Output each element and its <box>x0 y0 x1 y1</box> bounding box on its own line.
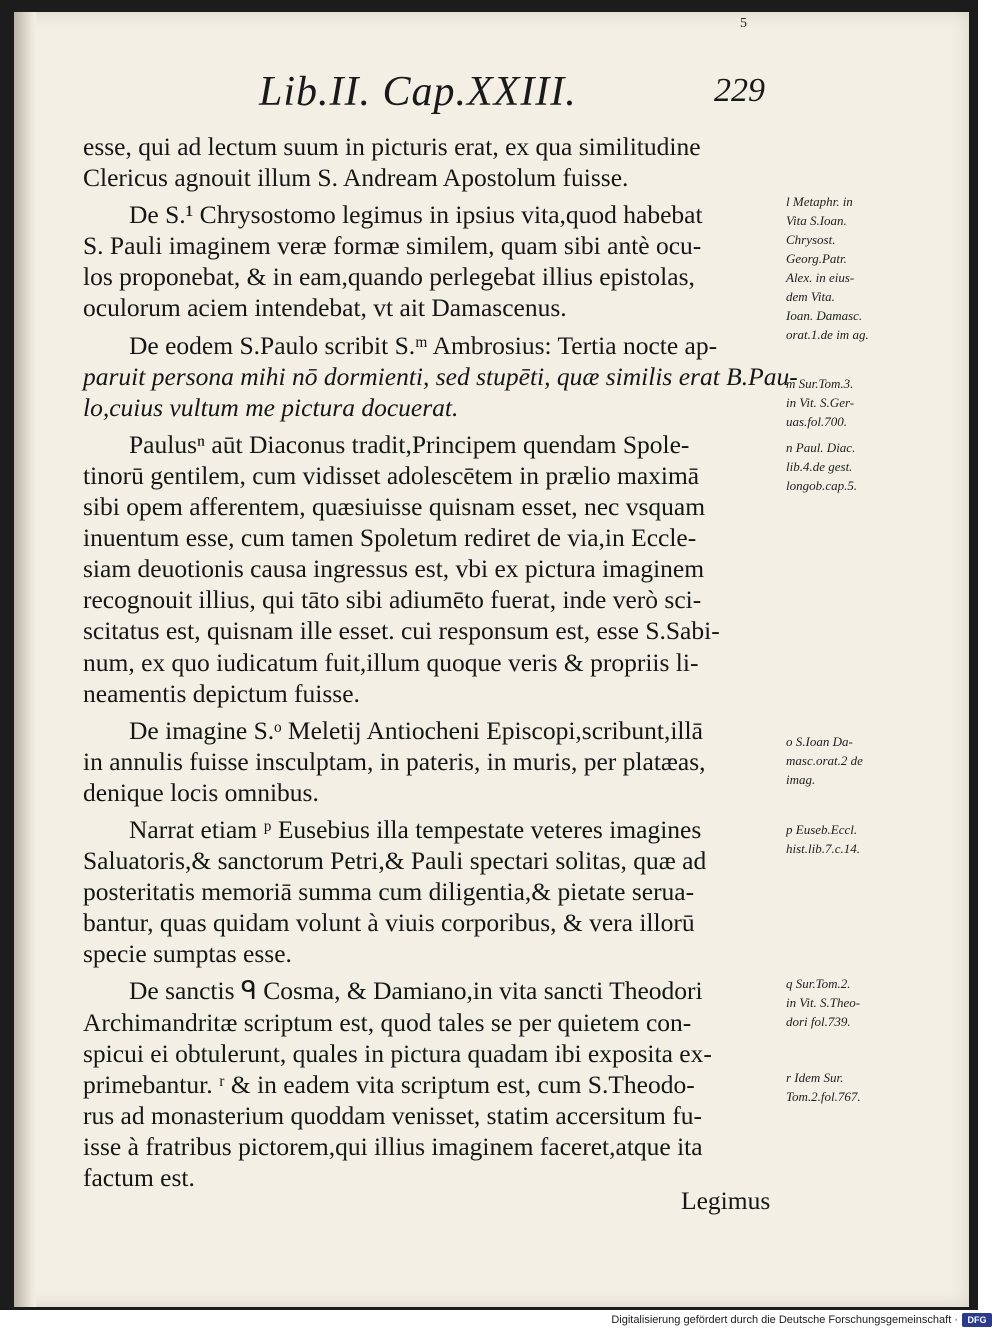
margin-note-line: q Sur.Tom.2. <box>786 976 851 991</box>
text-line: Archimandritæ scriptum est, quod tales se per quietem con- <box>83 1007 692 1037</box>
text-line: De eodem S.Paulo scribit S.ᵐ Ambrosius: Tertia nocte ap- <box>129 330 718 360</box>
text-line: specie sumptas esse. <box>83 939 292 969</box>
text-line: paruit persona mihi nō dormienti, sed stupēti, quæ similis erat B.Pau- <box>83 361 798 391</box>
margin-note <box>786 732 863 789</box>
text-line: los proponebat, & in eam,quando perlegebat illius epistolas, <box>83 262 695 292</box>
text-line: De sanctis ᑫ Cosma, & Damiano,in vita sancti Theodori <box>129 976 703 1006</box>
margin-note-line: hist.lib.7.c.14. <box>786 841 861 856</box>
margin-note-line: masc.orat.2 de <box>786 753 863 768</box>
paragraph <box>83 814 783 969</box>
text-line: denique locis omnibus. <box>83 777 319 807</box>
paragraph <box>83 330 798 423</box>
paragraph <box>83 199 783 323</box>
text-line: factum est. <box>83 1163 195 1192</box>
margin-note-line: Vita S.Ioan. <box>786 213 847 228</box>
page-gutter-shadow <box>14 12 36 1307</box>
margin-note-line: Georg.Patr. <box>786 251 847 266</box>
margin-notes <box>786 12 961 1307</box>
main-text-block <box>83 131 798 1193</box>
text-line: posteritatis memoriā summa cum diligentia,& pietate serua- <box>83 877 695 907</box>
margin-note-line: Ioan. Damasc. <box>786 308 863 323</box>
margin-note-line: uas.fol.700. <box>786 414 848 429</box>
text-line: bantur, quas quidam volunt à viuis corporibus, & vera illorū <box>83 908 695 938</box>
margin-note-line: orat.1.de im ag. <box>786 327 869 342</box>
margin-note <box>786 438 857 495</box>
book-page <box>14 12 969 1307</box>
text-line: sibi opem afferentem, quæsiuisse quisnam esset, nec vsquam <box>83 492 706 522</box>
margin-note-line: lib.4.de gest. <box>786 459 853 474</box>
text-line: recognouit illius, qui tāto sibi adiumēto fuerat, inde verò sci- <box>83 585 702 615</box>
text-line: lo,cuius vultum me pictura docuerat. <box>83 392 459 422</box>
text-line: scitatus est, quisnam ille esset. cui responsum est, esse S.Sabi- <box>83 616 720 646</box>
footer-credit: Digitalisierung gefördert durch die Deutsche Forschungsgemeinschaft · <box>611 1314 958 1326</box>
margin-note-line: m Sur.Tom.3. <box>786 376 854 391</box>
margin-note-line: in Vit. S.Ger- <box>786 395 855 410</box>
dfg-logo: DFG <box>962 1313 992 1327</box>
margin-note-line: Chrysost. <box>786 232 836 247</box>
text-line: Saluatoris,& sanctorum Petri,& Pauli spectari solitas, quæ ad <box>83 846 707 876</box>
text-line: Clericus agnouit illum S. Andream Apostolum fuisse. <box>83 163 629 193</box>
paragraph <box>83 131 783 193</box>
margin-note <box>786 192 869 344</box>
text-line: siam deuotionis causa ingressus est, vbi ex pictura imaginem <box>83 554 705 584</box>
text-line: oculorum aciem intendebat, vt ait Damascenus. <box>83 293 567 323</box>
footer-bar <box>0 1310 1000 1332</box>
text-line: neamentis depictum fuisse. <box>83 678 360 708</box>
margin-note-line: o S.Ioan Da- <box>786 734 853 749</box>
margin-note-line: imag. <box>786 772 816 787</box>
text-line: rus ad monasterium quoddam venisset, statim accersitum fu- <box>83 1100 702 1130</box>
text-line: spicui ei obtulerunt, quales in pictura quadam ibi exposita ex- <box>83 1038 712 1068</box>
margin-note-line: dori fol.739. <box>786 1014 851 1029</box>
paragraph <box>83 975 783 1193</box>
text-line: primebantur. ʳ & in eadem vita scriptum est, cum S.Theodo- <box>83 1069 695 1099</box>
text-line: Paulusⁿ aūt Diaconus tradit,Principem quendam Spole- <box>129 429 690 459</box>
text-line: in annulis fuisse insculptam, in pateris, in muris, per platæas, <box>83 746 706 776</box>
text-line: tinorū gentilem, cum vidisset adolescētem in prælio maximā <box>83 460 700 490</box>
margin-note-line: dem Vita. <box>786 289 835 304</box>
text-line: De imagine S.ᵒ Meletij Antiocheni Episcopi,scribunt,illā <box>129 715 703 745</box>
text-line: inuentum esse, cum tamen Spoletum rediret de via,in Eccle- <box>83 523 697 553</box>
margin-note-line: longob.cap.5. <box>786 478 858 493</box>
paragraph <box>83 429 783 709</box>
margin-note-line: Alex. in eius- <box>786 270 855 285</box>
text-line: num, ex quo iudicatum fuit,illum quoque veris & propriis li- <box>83 647 699 677</box>
top-mark: 5 <box>740 16 747 31</box>
margin-note-line: r Idem Sur. <box>786 1070 844 1085</box>
margin-note-line: p Euseb.Eccl. <box>786 822 858 837</box>
text-line: esse, qui ad lectum suum in picturis erat, ex qua similitudine <box>83 132 701 161</box>
text-line: isse à fratribus pictorem,qui illius imaginem faceret,atque ita <box>83 1131 703 1161</box>
text-line: De S.¹ Chrysostomo legimus in ipsius vita,quod habebat <box>129 200 703 230</box>
text-line: Narrat etiam ᵖ Eusebius illa tempestate veteres imagines <box>129 814 702 844</box>
margin-note <box>786 374 854 431</box>
margin-note <box>786 1068 861 1106</box>
page-number: 229 <box>714 72 765 109</box>
margin-note-line: n Paul. Diac. <box>786 440 856 455</box>
text-line: S. Pauli imaginem veræ formæ similem, quam sibi antè ocu- <box>83 231 702 261</box>
margin-note-line: l Metaphr. in <box>786 194 853 209</box>
margin-note <box>786 820 860 858</box>
margin-note-line: Tom.2.fol.767. <box>786 1089 861 1104</box>
paragraph <box>83 715 783 808</box>
catchword: Legimus <box>681 1186 771 1215</box>
margin-note <box>786 974 860 1031</box>
margin-note-line: in Vit. S.Theo- <box>786 995 861 1010</box>
running-title: Lib.II. Cap.XXIII. <box>259 69 577 115</box>
